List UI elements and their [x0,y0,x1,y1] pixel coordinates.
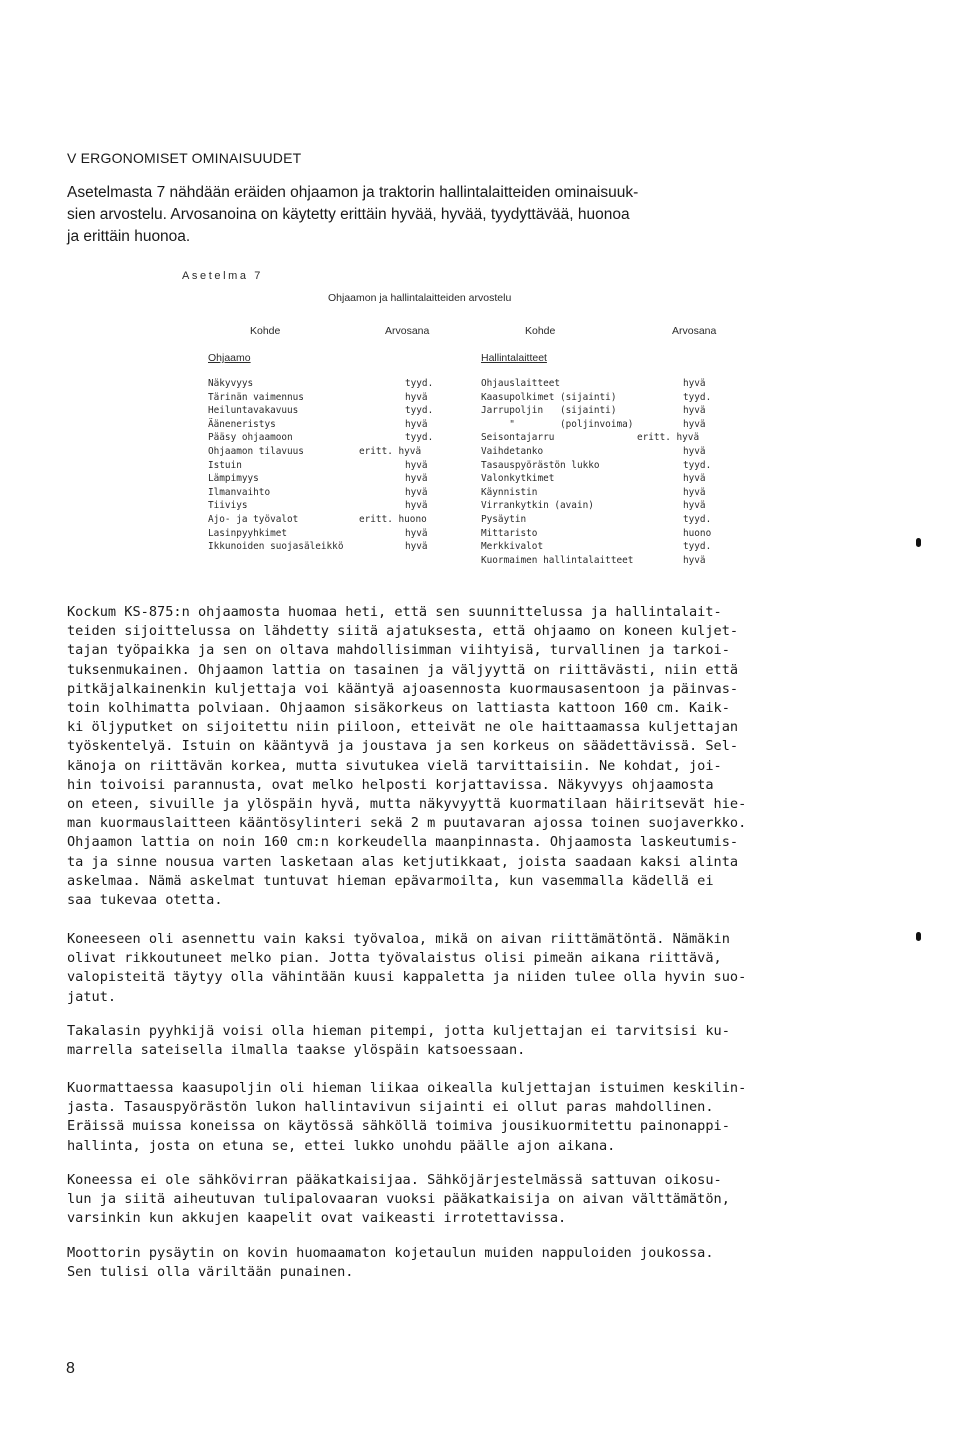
paragraph-line: toin kolhimatta polviaan. Ohjaamon sisäkorkeus on lattiasta kattoon 160 cm. Kaik- [67,700,730,717]
table-grade: tyyd. [683,514,712,525]
paragraph-stop-control [67,1244,897,1282]
table-grade: hyvä [683,473,706,485]
paragraph-line: tajan työpaikka ja sen on oltava mahdollisimman viihtyisä, turvallinen ja tarkoi- [67,642,730,659]
table-grade: hyvä [683,554,706,566]
table-item: Mittaristo [481,527,538,539]
paragraph-line: Ohjaamon lattia on noin 160 cm:n korkeudella maanpinnasta. Ohjaamosta laskeutumis- [67,834,739,851]
table-grade: tyyd. [405,405,434,417]
table-item: Lämpimyys [208,473,259,485]
table-item: Tasauspyörästön lukko [481,459,600,471]
table-item: Lasinpyyhkimet [208,527,288,539]
category-hallintalaitteet: Hallintalaitteet [481,352,547,364]
paragraph-cabin [67,603,897,910]
paragraph-line: Sen tulisi olla väriltään punainen. [67,1264,354,1281]
paragraph-line: man kuormauslaitteen kääntösylinteri sekä 2 m puutavaran ajossa toinen suojaverkko. [67,815,747,832]
paragraph-line: on eteen, sivuille ja ylöspäin hyvä, mutta näkyvyyttä kuormatilaan häiritsevät hie- [67,796,747,813]
table-grade: hyvä [405,486,428,498]
paragraph-line: lun ja siitä aiheutuvan tulipalovaaran vuoksi pääkatkaisija on aivan välttämätön, [67,1191,730,1208]
paragraph-pedals [67,1079,897,1156]
paragraph-line: Moottorin pysäytin on kovin huomaamaton kojetaulun muiden nappuloiden joukossa. [67,1245,714,1261]
table-item: Jarrupoljin (sijainti) [481,405,617,417]
paragraph-line: olivat rikkoutuneet melko pian. Jotta työvalaistus olisi pimeän aikana riittävä, [67,950,722,967]
table-label: Asetelma 7 [182,270,264,282]
paragraph-wiper [67,1022,897,1060]
paragraph-line: varsinkin kun akkujen kaapelit ovat vaikeasti irrotettavissa. [67,1210,567,1227]
table-item: Tärinän vaimennus [208,391,304,403]
table-item: Istuin [208,459,242,471]
col-header-grade-left: Arvosana [385,325,430,337]
category-ohjaamo: Ohjaamo [208,352,251,364]
paragraph-line: hin toivoisi parannusta, ovat melko helposti korjattavissa. Näkyvyys ohjaamosta [67,776,714,793]
paragraph-line: Kuormattaessa kaasupoljin oli hieman liikaa oikealla kuljettajan istuimen keskilin- [67,1080,747,1096]
paragraph-line: Eräissä muissa koneissa on käytössä sähköllä toimiva jousikuormitettu painonappi- [67,1118,730,1135]
table-item: Käynnistin [481,486,538,498]
table-grade: hyvä [683,378,706,389]
table-grade: hyvä [405,391,428,403]
page-number: 8 [66,1360,75,1377]
binding-mark [916,932,921,941]
binding-mark [916,538,921,547]
table-grade: hyvä [683,446,706,457]
table-grade: hyvä [683,486,706,498]
paragraph-line: marrella sateisella ilmalla taakse ylöspäin katsoessaan. [67,1042,526,1059]
paragraph-line: hallinta, josta on etuna se, ettei lukko unohdu päälle ajon aikana. [67,1137,616,1154]
table-grade: tyyd. [405,378,434,389]
table-grade: hyvä [405,473,428,485]
table-item: Valonkytkimet [481,473,555,485]
paragraph-line: ki öljyputket on sijoitettu niin piiloon, etteivät ne ole haittaamassa kuljettajan [67,719,739,736]
table-grade: eritt. hyvä [637,432,700,444]
paragraph-line: työskentelyä. Istuin on kääntyvä ja joustava ja sen korkeus on säädettävissä. Sel- [67,738,739,755]
table-grade: hyvä [405,541,428,553]
paragraph-line: jasta. Tasauspyörästön lukon hallintavivun sijainti ei ollut paras mahdollinen. [67,1099,714,1116]
table-grade: eritt. hyvä [359,446,422,457]
table-item: Tiiviys [208,500,248,512]
table-item: Kuormaimen hallintalaitteet [481,554,634,566]
table-grade: tyyd. [683,541,712,553]
paragraph-line: känoja on riittävän korkea, mutta sivutukea vielä tarvittaisiin. Ne kohdat, joi- [67,757,722,774]
intro-paragraph [67,182,867,248]
col-header-item-right: Kohde [525,325,556,337]
paragraph-line: Koneessa ei ole sähkövirran pääkatkaisijaa. Sähköjärjestelmässä sattuvan oikosu- [67,1172,722,1188]
table-item: " (poljinvoima) [481,418,634,430]
table-grade: tyyd. [683,459,712,471]
paragraph-main-switch [67,1171,897,1229]
table-item: Seisontajarru [481,432,555,444]
table-grade: tyyd. [683,391,712,403]
paragraph-line: askelmaa. Nämä askelmat tuntuvat hieman epävarmoilta, kun vasemmalla kädellä ei [67,872,714,889]
table-item: Ohjauslaitteet [481,378,561,389]
table-grade: hyvä [683,405,706,417]
table-grade: hyvä [405,418,428,430]
table-item: Näkyvyys [208,378,254,389]
paragraph-line: jatut. [67,988,117,1005]
table-item: Ajo- ja työvalot [208,514,299,525]
table-item: Äänenеristys [208,418,276,430]
paragraph-line: saa tukevaa otetta. [67,892,223,909]
table-grade: hyvä [405,500,428,512]
col-header-item-left: Kohde [250,325,281,337]
intro-line: Asetelmasta 7 nähdään eräiden ohjaamon ja traktorin hallintalaitteiden ominaisuuk- [67,184,639,201]
table-item: Merkkivalot [481,541,544,553]
table-item: Ilmanvaihto [208,486,271,498]
table-grade: eritt. huono [359,514,427,525]
table-grade: hyvä [405,527,428,539]
table-title: Ohjaamon ja hallintalaitteiden arvostelu [328,292,512,304]
intro-line: sien arvostelu. Arvosanoina on käytetty erittäin hyvää, hyvää, tyydyttävää, huonoa [67,206,630,223]
paragraph-line: Kockum KS-875:n ohjaamosta huomaa heti, että sen suunnittelussa ja hallintalait- [67,604,722,620]
table-item: Kaasupolkimet (sijainti) [481,391,617,403]
table-item: Pääsy ohjaamoon [208,432,293,444]
table-item: Heiluntavakavuus [208,405,299,417]
paragraph-line: teiden sijoittelussa on lähdetty siitä ajatuksesta, että ohjaamo on koneen kuljet- [67,623,739,640]
table-item: Ohjaamon tilavuus [208,446,304,457]
paragraph-line: Koneeseen oli asennettu vain kaksi työvaloa, mikä on aivan riittämätöntä. Nämäkin [67,931,730,947]
table-grade: huono [683,527,712,539]
paragraph-line: pitkäjalkainenkin kuljettaja voi kääntyä ajoasennosta kuormausasentoon ja päinvas- [67,680,739,697]
table-grade: hyvä [683,500,706,512]
paragraph-work-lights [67,930,897,1007]
col-header-grade-right: Arvosana [672,325,717,337]
table-grade: hyvä [683,418,706,430]
section-heading: V ERGONOMISET OMINAISUUDET [67,150,302,166]
table-grade: tyyd. [405,432,434,444]
table-grade: hyvä [405,459,428,471]
table-item: Vaihdetanko [481,446,544,457]
paragraph-line: ta ja sinne nousua varten lasketaan alas ketjutikkaat, joista saadaan kaksi alinta [67,853,739,870]
intro-line: ja erittäin huonoa. [67,228,191,245]
paragraph-line: valopisteitä täytyy olla vähintään kuusi kappaletta ja niiden tulee olla hyvin suo- [67,969,747,986]
paragraph-line: Takalasin pyyhkijä voisi olla hieman pitempi, jotta kuljettajan ei tarvitsisi ku- [67,1023,730,1039]
table-item: Virrankytkin (avain) [481,500,594,512]
table-item: Pysäytin [481,514,527,525]
paragraph-line: tuksenmukainen. Ohjaamon lattia on tasainen ja väljyyttä on riittävästi, niin että [67,661,739,678]
table-item: Ikkunoiden suojasäleikkö [208,541,344,553]
